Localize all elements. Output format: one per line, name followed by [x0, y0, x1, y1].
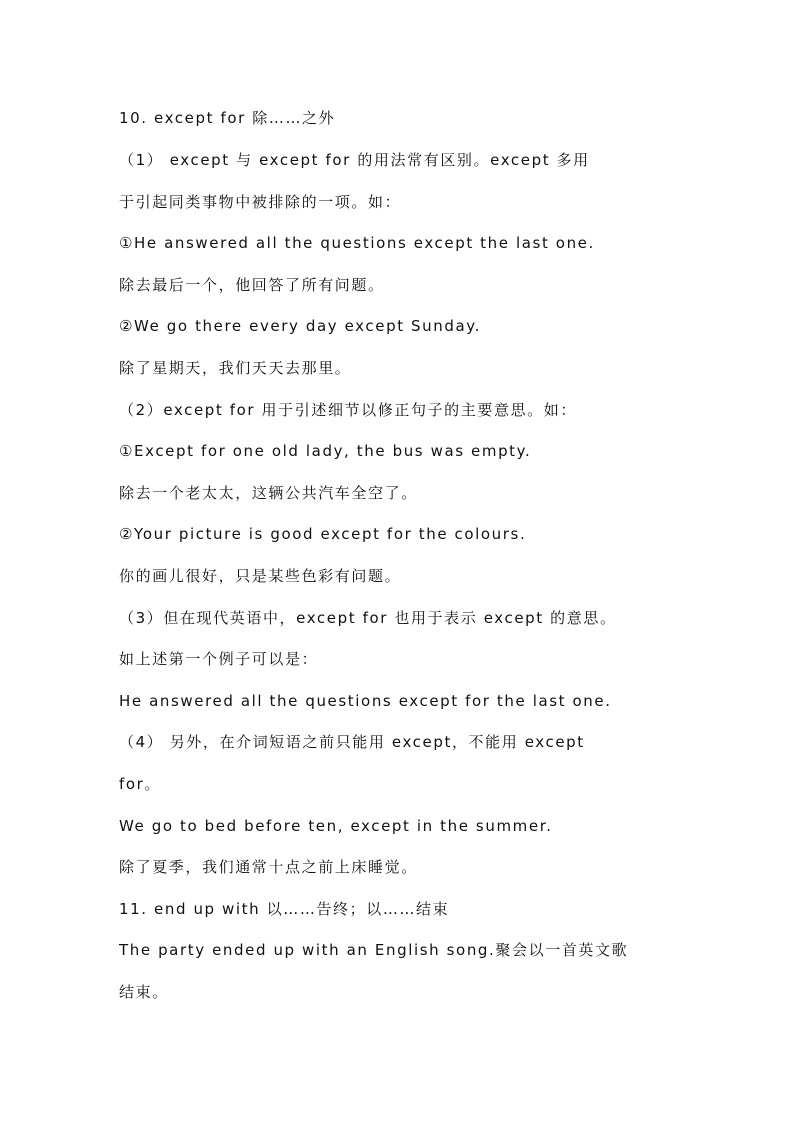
example-sentence: ②We go there every day except Sunday.: [119, 317, 481, 335]
heading-except-for: 10. except for 除……之外: [119, 109, 336, 127]
paragraph-line: （3）但在现代英语中，except for 也用于表示 except 的意思。: [119, 609, 617, 627]
example-translation: 除了星期天，我们天天去那里。: [119, 359, 352, 377]
paragraph-line: for。: [119, 775, 162, 793]
example-translation: 除去一个老太太，这辆公共汽车全空了。: [119, 484, 418, 502]
example-sentence: ①Except for one old lady, the bus was empty.: [119, 442, 532, 460]
paragraph-line: （4） 另外，在介词短语之前只能用 except，不能用 except: [119, 733, 585, 751]
example-translation: 除了夏季，我们通常十点之前上床睡觉。: [119, 858, 418, 876]
example-sentence: He answered all the questions except for the last one.: [119, 692, 612, 710]
paragraph-line: （1） except 与 except for 的用法常有区别。except 多用: [119, 151, 590, 169]
example-sentence: The party ended up with an English song.聚会以一首英文歌: [119, 941, 629, 959]
heading-end-up-with: 11. end up with 以……告终；以……结束: [119, 900, 450, 918]
example-translation: 你的画儿很好，只是某些色彩有问题。: [119, 567, 402, 585]
example-sentence: ②Your picture is good except for the colours.: [119, 525, 527, 543]
example-sentence: ①He answered all the questions except the last one.: [119, 234, 595, 252]
example-translation: 结束。: [119, 983, 169, 1001]
paragraph-line: 于引起同类事物中被排除的一项。如：: [119, 193, 402, 211]
example-sentence: We go to bed before ten, except in the summer.: [119, 817, 553, 835]
paragraph-line: （2）except for 用于引述细节以修正句子的主要意思。如：: [119, 401, 577, 419]
paragraph-line: 如上述第一个例子可以是：: [119, 650, 319, 668]
example-translation: 除去最后一个，他回答了所有问题。: [119, 276, 385, 294]
